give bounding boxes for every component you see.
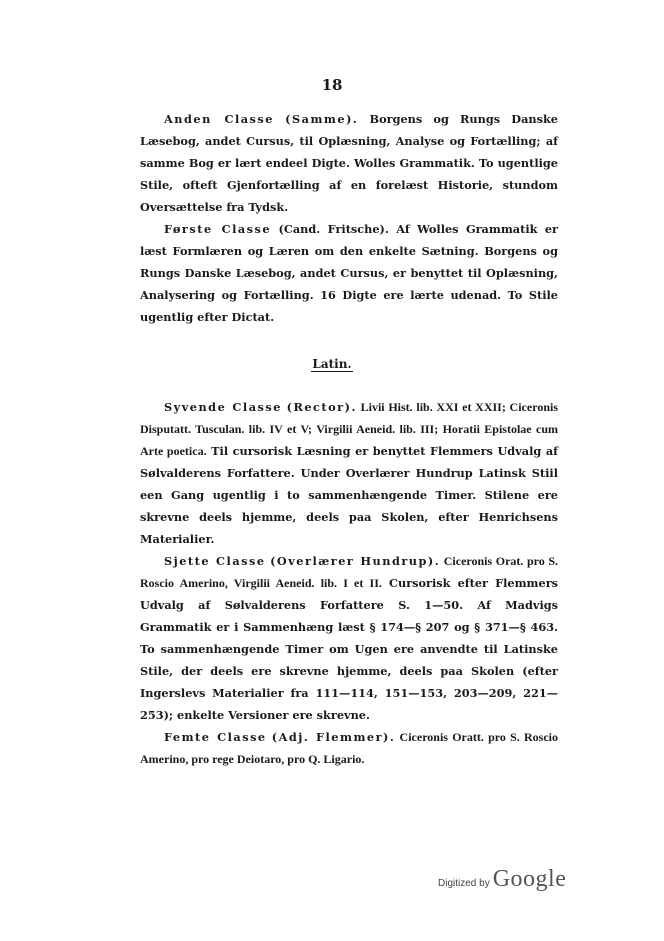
paragraph-sjette-classe bbox=[140, 550, 558, 726]
text-block-latin bbox=[140, 396, 558, 770]
section-heading-latin bbox=[0, 357, 664, 372]
teacher-name: (Adj. Flemmer). bbox=[271, 730, 396, 744]
paragraph-text: Til cursorisk Læsning er benyttet Flemmers Udvalg af Sølvalderens Forfattere. Under Overlærer Hundrup Latinsk Stiil een Gang ugentlig i to sammenhængende Timer. Stilene ere skrevne deels hjemme, deels paa Skolen, efter Henrichsens Materialier. bbox=[140, 444, 558, 546]
class-title: Sjette Classe bbox=[164, 554, 266, 568]
teacher-name: (Samme). bbox=[285, 112, 359, 126]
paragraph-text: Af Wolles Grammatik er læst Formlæren og Læren om den enkelte Sætning. Borgens og Rungs Danske Læsebog, andet Cursus, er benyttet til Oplæsning, Analysering og Fortælling. 16 Digte ere lærte udenad. To Stile ugentlig efter Dictat. bbox=[140, 222, 558, 324]
paragraph-syvende-classe bbox=[140, 396, 558, 550]
digitized-by-label: Digitized by bbox=[438, 878, 490, 889]
latin-authors: Livii Hist. lib. XXI et XXII; Ciceronis Disputatt. Tusculan. lib. IV et V; Virgilii Aeneid. lib. III; Horatii Epistolae cum Arte poetica. bbox=[140, 400, 558, 458]
class-title: Anden Classe bbox=[164, 112, 274, 126]
latin-authors: Ciceronis Oratt. pro S. Roscio Amerino, pro rege Deiotaro, pro Q. Ligario. bbox=[140, 730, 558, 766]
paragraph-text: Borgens og Rungs Danske Læsebog, andet Cursus, til Oplæsning, Analyse og Fortælling; af samme Bog er lært endeel Digte. Wolles Grammatik. To ugentlige Stile, ofteft Gjenfortælling af en forelæst Historie, stundom Oversættelse fra Tydsk. bbox=[140, 112, 558, 214]
teacher-name: (Rector). bbox=[286, 400, 357, 414]
latin-authors: Ciceronis Orat. pro S. Roscio Amerino, Virgilii Aeneid. lib. I et II. bbox=[140, 554, 558, 590]
google-logo: Google bbox=[492, 866, 567, 892]
class-title: Femte Classe bbox=[164, 730, 267, 744]
paragraph-text: Cursorisk efter Flemmers Udvalg af Sølvalderens Forfattere S. 1—50. Af Madvigs Grammatik er i Sammenhæng læst § 174—§ 207 og § 371—§ 463. To sammenhængende Timer om Ugen ere anvendte til Latinske Stile, der deels ere skrevne hjemme, deels paa Skolen (efter Ingerslevs Materialier fra 111—114, 151—153, 203—209, 221—253); enkelte Versioner ere skrevne. bbox=[140, 576, 559, 722]
digitized-by-google-watermark bbox=[438, 866, 566, 900]
page-number: 18 bbox=[321, 76, 343, 94]
class-title: Første Classe bbox=[164, 222, 272, 236]
class-title: Syvende Classe bbox=[164, 400, 282, 414]
paragraph-foerste-classe bbox=[140, 218, 558, 328]
paragraph-anden-classe bbox=[140, 108, 558, 218]
text-block-danish bbox=[140, 108, 558, 328]
teacher-name: (Cand. Fritsche). bbox=[278, 222, 389, 236]
teacher-name: (Overlærer Hundrup). bbox=[270, 554, 441, 568]
section-heading-text: Latin. bbox=[312, 357, 352, 371]
paragraph-femte-classe bbox=[140, 726, 558, 770]
